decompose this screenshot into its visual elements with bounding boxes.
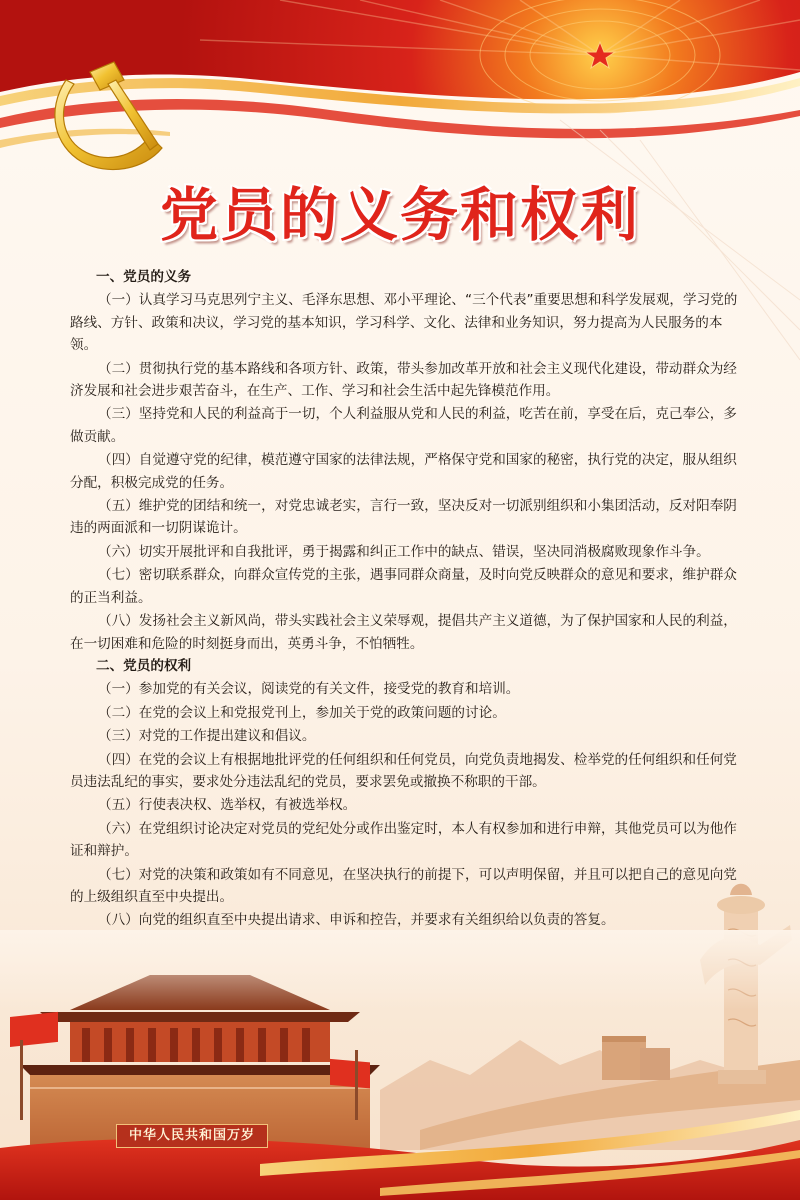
section-duties (70, 266, 738, 655)
list-item: （三）对党的工作提出建议和倡议。 (98, 728, 316, 745)
list-item: （一）认真学习马克思列宁主义、毛泽东思想、邓小平理论、“三个代表”重要思想和科学发展观，学习党的路线、方针、政策和决议，学习党的基本知识，学习科学、文化、法律和业务知识，努力提高为人民服务的本领。 (70, 292, 738, 354)
list-item: （八）发扬社会主义新风尚，带头实践社会主义荣辱观，提倡共产主义道德，为了保护国家和人民的利益，在一切困难和危险的时刻挺身而出，英勇斗争，不怕牺牲。 (70, 613, 737, 652)
list-item: （七）对党的决策和政策如有不同意见，在坚决执行的前提下，可以声明保留，并且可以把自己的意见向党的上级组织直至中央提出。 (70, 866, 737, 905)
list-item: （二）贯彻执行党的基本路线和各项方针、政策，带头参加改革开放和社会主义现代化建设，带动群众为经济发展和社会进步艰苦奋斗，在生产、工作、学习和社会生活中起先锋模范作用。 (70, 360, 737, 400)
section-heading: 二、党员的权利 (96, 657, 192, 674)
section-rights (70, 655, 738, 932)
list-item: （六）切实开展批评和自我批评，勇于揭露和纠正工作中的缺点、错误，坚决同消极腐败现象作斗争。 (98, 543, 710, 560)
content-body (70, 266, 738, 932)
list-item: （八）向党的组织直至中央提出请求、申诉和控告，并要求有关组织给以负责的答复。 (98, 912, 615, 929)
list-item: （三）坚持党和人民的利益高于一切，个人利益服从党和人民的利益，吃苦在前，享受在后，克己奉公，多做贡献。 (70, 406, 737, 445)
list-item: （二）在党的会议上和党报党刊上，参加关于党的政策问题的讨论。 (98, 704, 506, 721)
list-item: （四）自觉遵守党的纪律，模范遵守国家的法律法规，严格保守党和国家的秘密，执行党的决定，服从组织分配，积极完成党的任务。 (70, 452, 737, 491)
list-item: （六）在党组织讨论决定对党员的党纪处分或作出鉴定时，本人有权参加和进行申辩，其他党员可以为他作证和辩护。 (70, 820, 737, 860)
section-heading: 一、党员的义务 (96, 269, 192, 285)
list-item: （一）参加党的有关会议，阅读党的有关文件，接受党的教育和培训。 (98, 681, 520, 698)
list-item: （四）在党的会议上有根据地批评党的任何组织和任何党员，向党负责地揭发、检举党的任何组织和任何党员违法乱纪的事实，要求处分违法乱纪的党员，要求罢免或撤换不称职的干部。 (70, 751, 737, 790)
list-item: （七）密切联系群众，向群众宣传党的主张，遇事同群众商量，及时向党反映群众的意见和要求，维护群众的正当利益。 (70, 567, 737, 606)
list-item: （五）维护党的团结和统一，对党忠诚老实，言行一致，坚决反对一切派别组织和小集团活动，反对阳奉阴违的两面派和一切阴谋诡计。 (70, 498, 737, 537)
poster-title: 党员的义务和权利 (159, 181, 640, 249)
list-item: （五）行使表决权、选举权，有被选举权。 (98, 797, 357, 814)
gate-banner: 中华人民共和国万岁 (116, 1124, 268, 1148)
